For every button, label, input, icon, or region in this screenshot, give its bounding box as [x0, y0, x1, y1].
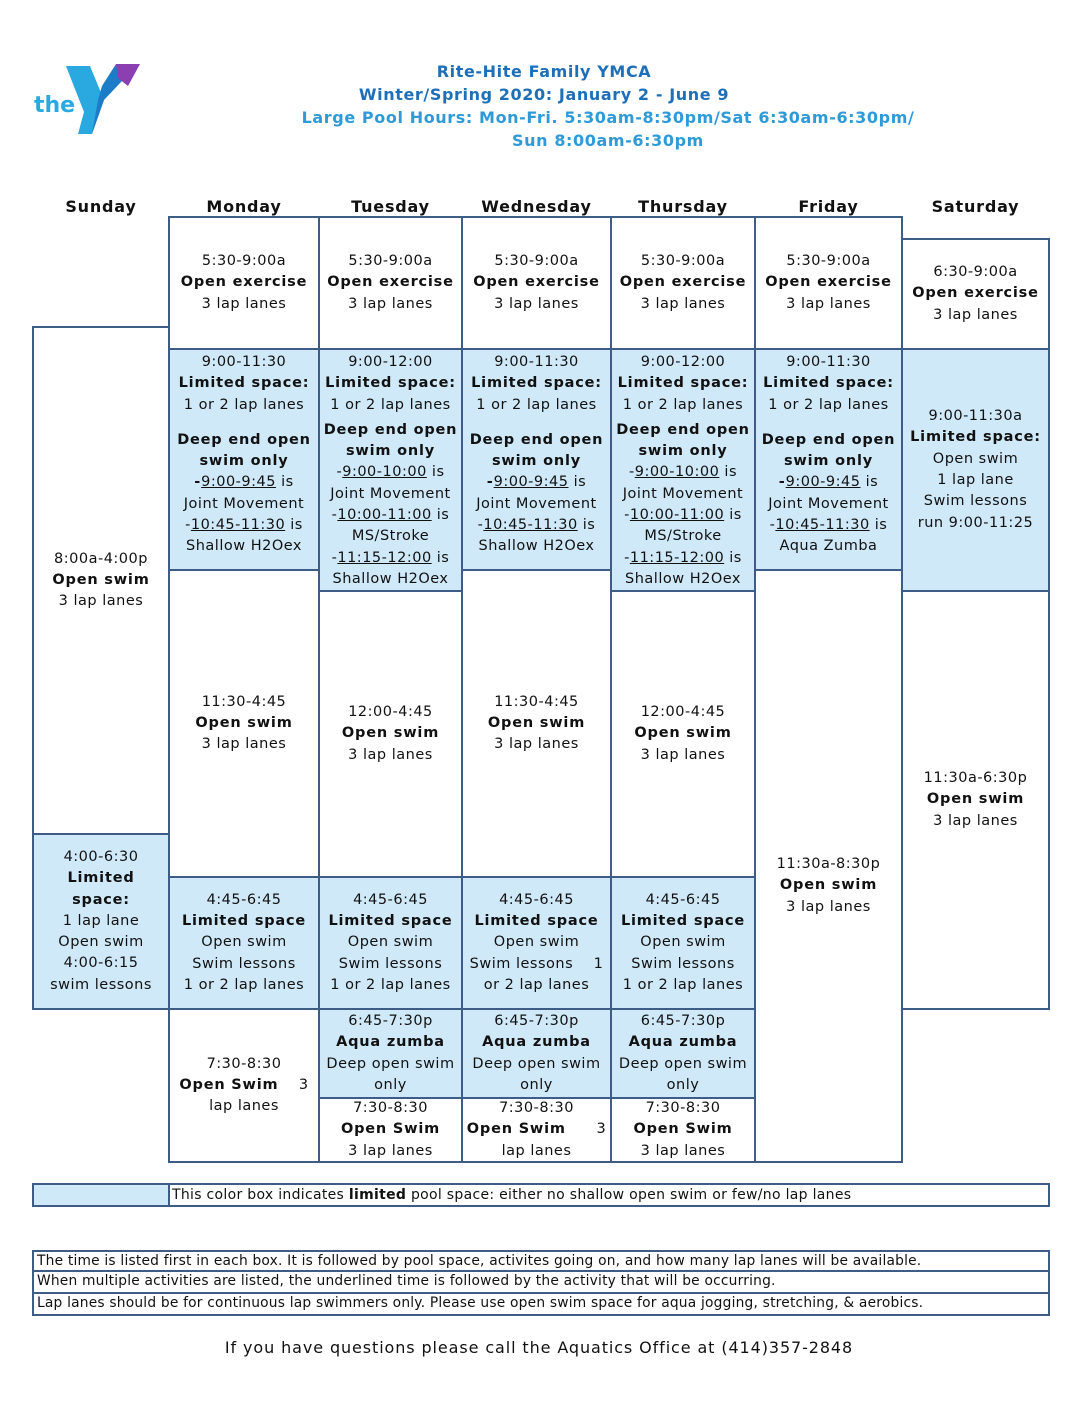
cell-activity: Open exercise — [327, 274, 454, 291]
cell-line: Open swim — [932, 450, 1019, 467]
cell-thursday-open-exercise — [610, 216, 756, 350]
cell-activity: Open swim — [779, 877, 878, 894]
cell-sub-activity: -10:45-11:30 is — [477, 517, 596, 534]
cell-activity: Open exercise — [473, 274, 600, 291]
cell-activity: Limited — [67, 870, 135, 887]
cell-time: 5:30-9:00a — [786, 253, 871, 270]
logo-subtext: YMCA — [97, 113, 111, 132]
note-underlined-time: When multiple activities are listed, the underlined time is followed by the activity that will be occurring. — [32, 1272, 1050, 1294]
note-lap-lanes: Lap lanes should be for continuous lap swimmers only. Please use open swim space for aqua jogging, stretching, & aerobics. — [32, 1294, 1050, 1316]
cell-line: swim lessons — [50, 976, 152, 993]
cell-lanes: 3 lap lanes — [786, 295, 871, 312]
cell-activity: Limited space — [181, 913, 307, 930]
cell-time: 7:30-8:30 — [645, 1100, 721, 1117]
cell-lanes: 3 lap lanes — [640, 1142, 726, 1159]
cell-activity: Aqua zumba — [336, 1034, 445, 1051]
cell-sub-activity-name: Shallow H2Oex — [186, 538, 302, 555]
cell-sub-activity-name: Joint Movement — [183, 495, 305, 512]
cell-line: 1 or 2 lap lanes — [622, 976, 744, 993]
cell-wednesday-open-swim — [461, 569, 612, 878]
cell-lanes: 3 lap lanes — [348, 1142, 433, 1159]
cell-tuesday-limited — [318, 348, 463, 592]
cell-time: 9:00-11:30 — [494, 354, 579, 370]
cell-line: only — [666, 1076, 700, 1093]
cell-lanes: 3 lap lanes — [58, 593, 144, 610]
cell-lanes: 3 lap lanes — [348, 746, 433, 763]
cell-activity: Limited space: — [325, 375, 456, 392]
cell-time: 9:00-11:30 — [786, 354, 871, 370]
day-thursday: Thursday — [638, 197, 728, 216]
cell-line: only — [374, 1076, 407, 1093]
cell-activity: Open swim — [634, 725, 732, 742]
header-season: Winter/Spring 2020: January 2 - June 9 — [358, 85, 730, 104]
cell-time: 6:45-7:30p — [348, 1012, 433, 1029]
cell-lanes: lap lanes — [501, 1142, 572, 1159]
cell-deep-end: Deep end open — [177, 431, 311, 448]
cell-activity: Open swim — [926, 791, 1025, 808]
cell-activity: Limited space: — [910, 429, 1041, 446]
cell-lanes: 1 or 2 lap lanes — [183, 396, 305, 413]
cell-sub-activity: -9:00-10:00 is — [336, 464, 445, 481]
cell-time: 11:30a-8:30p — [776, 856, 881, 873]
cell-tuesday-lessons — [318, 876, 463, 1010]
cell-wednesday-lessons — [461, 876, 612, 1010]
cell-activity: Limited space: — [178, 375, 310, 392]
cell-sub-activity-name: Joint Movement — [622, 485, 744, 502]
cell-lanes: 3 lap lanes — [201, 736, 287, 753]
cell-sub-activity-name: Joint Movement — [768, 495, 889, 512]
cell-thursday-aqua-zumba — [610, 1008, 756, 1099]
legend-color-swatch — [32, 1183, 170, 1207]
cell-line: only — [520, 1076, 553, 1093]
header-title: Rite-Hite Family YMCA — [436, 62, 652, 81]
cell-time: 9:00-11:30a — [928, 408, 1023, 425]
cell-wednesday-evening-swim — [461, 1097, 612, 1163]
cell-line: Swim lessons — [631, 955, 735, 972]
cell-lanes: 3 lap lanes — [640, 746, 726, 763]
cell-deep-end: Deep end open — [616, 421, 750, 438]
day-wednesday: Wednesday — [481, 197, 592, 216]
cell-sub-activity: -9:00-9:45 is — [194, 474, 294, 491]
cell-friday-open-exercise — [754, 216, 903, 350]
cell-time: 7:30-8:30 — [206, 1055, 282, 1072]
cell-time: 9:00-12:00 — [640, 354, 726, 370]
cell-activity: Limited space: — [617, 375, 749, 392]
cell-thursday-limited — [610, 348, 756, 592]
cell-thursday-open-swim — [610, 590, 756, 878]
cell-sub-activity-name: Shallow H2Oex — [478, 538, 595, 555]
cell-sub-activity-name: MS/Stroke — [351, 528, 430, 545]
cell-line: Deep open swim — [472, 1055, 601, 1072]
cell-sub-activity: -9:00-10:00 is — [628, 464, 738, 481]
cell-lanes: 3 lap lanes — [348, 295, 433, 312]
cell-deep-end-cont: swim only — [783, 453, 874, 470]
cell-time: 9:00-12:00 — [348, 354, 433, 370]
cell-monday-open-exercise — [168, 216, 320, 350]
cell-sub-activity: -11:15-12:00 is — [331, 549, 450, 566]
cell-sub-activity: -10:45-11:30 is — [769, 517, 888, 534]
cell-wednesday-open-exercise — [461, 216, 612, 350]
cell-time: 5:30-9:00a — [201, 253, 287, 270]
cell-deep-end-cont: swim only — [638, 443, 728, 460]
cell-deep-end-cont: swim only — [345, 443, 436, 460]
cell-line: Swim lessons — [338, 955, 443, 972]
cell-line: 1 lap lane — [62, 912, 140, 929]
cell-time: 4:00-6:30 — [63, 848, 139, 865]
cell-time: 6:45-7:30p — [640, 1012, 726, 1029]
logo-text: the — [34, 93, 76, 118]
cell-line: 1 lap lane — [937, 472, 1014, 488]
cell-time: 11:30-4:45 — [201, 693, 287, 710]
cell-line: 4:00-6:15 — [63, 955, 139, 972]
cell-line: run 9:00-11:25 — [917, 514, 1034, 531]
cell-time: 4:45-6:45 — [206, 891, 282, 908]
cell-activity: Limited space — [474, 913, 599, 930]
cell-time: 7:30-8:30 — [499, 1100, 574, 1117]
cell-tuesday-open-swim — [318, 590, 463, 878]
cell-activity: Open Swim 3 — [466, 1121, 607, 1138]
cell-sub-activity-name: Aqua Zumba — [779, 538, 878, 555]
cell-sub-activity-name: Shallow H2Oex — [332, 570, 449, 587]
header-hours-sunday: Sun 8:00am-6:30pm — [512, 131, 704, 150]
cell-lanes: 3 lap lanes — [933, 812, 1018, 829]
cell-time: 11:30-4:45 — [494, 693, 579, 710]
cell-activity: Open swim — [195, 714, 293, 731]
cell-lanes: 3 lap lanes — [933, 306, 1018, 323]
cell-sub-activity-name: MS/Stroke — [644, 528, 722, 545]
cell-line: Open swim — [58, 934, 144, 951]
cell-line: 1 or 2 lap lanes — [330, 976, 451, 993]
cell-sub-activity: -10:00-11:00 is — [624, 507, 742, 524]
cell-activity: Limited space — [328, 913, 453, 930]
cell-lanes: 1 or 2 lap lanes — [330, 396, 451, 413]
cell-lanes: 3 lap lanes — [494, 295, 579, 312]
cell-lanes: 1 or 2 lap lanes — [476, 396, 597, 413]
legend-text: This color box indicates limited pool space: either no shallow open swim or few/no lap lanes — [168, 1183, 1050, 1207]
day-monday: Monday — [206, 197, 282, 216]
cell-line: Swim lessons 1 — [469, 955, 604, 972]
cell-line: Open swim — [640, 934, 726, 951]
cell-time: 12:00-4:45 — [640, 704, 726, 721]
cell-saturday-open-swim — [901, 590, 1050, 1010]
cell-thursday-evening-swim — [610, 1097, 756, 1163]
cell-activity: Aqua zumba — [628, 1034, 738, 1051]
cell-activity: Open Swim — [633, 1121, 733, 1138]
cell-line: Deep open swim — [618, 1055, 748, 1072]
cell-time: 5:30-9:00a — [640, 253, 726, 270]
cell-activity: Open exercise — [765, 274, 892, 291]
cell-time: 4:45-6:45 — [645, 891, 721, 908]
cell-lanes: 1 or 2 lap lanes — [622, 396, 744, 413]
cell-activity: Limited space: — [471, 375, 602, 392]
cell-sub-activity-name: Shallow H2Oex — [625, 570, 741, 587]
cell-line: 1 or 2 lap lanes — [183, 976, 305, 993]
day-saturday: Saturday — [931, 197, 1020, 216]
day-tuesday: Tuesday — [351, 197, 430, 216]
cell-activity: Open Swim 3 — [179, 1076, 309, 1093]
cell-time: 9:00-11:30 — [201, 354, 287, 370]
cell-sub-activity-name: Joint Movement — [476, 495, 597, 512]
cell-lanes: 3 lap lanes — [201, 295, 287, 312]
cell-line: Swim lessons — [923, 493, 1028, 510]
cell-line: Open swim — [493, 934, 580, 951]
cell-line: or 2 lap lanes — [483, 976, 590, 993]
cell-time: 4:45-6:45 — [353, 891, 428, 908]
cell-activity: Open swim — [341, 725, 440, 742]
cell-thursday-lessons — [610, 876, 756, 1010]
cell-sub-activity-name: Joint Movement — [330, 485, 451, 502]
day-friday: Friday — [798, 197, 859, 216]
cell-lanes: 3 lap lanes — [786, 898, 871, 915]
cell-activity: Limited space — [620, 913, 746, 930]
cell-time: 6:45-7:30p — [494, 1012, 579, 1029]
cell-sunday-open-swim — [32, 326, 170, 835]
cell-deep-end: Deep end open — [469, 431, 604, 448]
cell-sub-activity: -11:15-12:00 is — [624, 549, 742, 566]
cell-activity: Open exercise — [180, 274, 308, 291]
cell-lanes: lap lanes — [209, 1098, 279, 1115]
cell-monday-lessons — [168, 876, 320, 1010]
cell-line: Open swim — [201, 934, 287, 951]
cell-time: 6:30-9:00a — [933, 264, 1018, 281]
cell-activity: Open exercise — [619, 274, 747, 291]
cell-activity: Aqua zumba — [482, 1034, 591, 1051]
cell-deep-end-cont: swim only — [491, 453, 582, 470]
cell-deep-end: Deep end open — [761, 431, 896, 448]
cell-time: 8:00a-4:00p — [54, 550, 148, 567]
cell-line: Open swim — [347, 934, 434, 951]
cell-deep-end-cont: swim only — [199, 453, 289, 470]
cell-wednesday-limited — [461, 348, 612, 571]
cell-activity-cont: space: — [72, 891, 130, 908]
cell-friday-open-swim — [754, 569, 903, 1163]
cell-saturday-limited — [901, 348, 1050, 592]
cell-line: Deep open swim — [326, 1055, 455, 1072]
cell-activity: Open Swim — [340, 1121, 441, 1138]
cell-time: 7:30-8:30 — [353, 1100, 428, 1117]
cell-activity: Open swim — [52, 571, 150, 588]
cell-sunday-limited — [32, 833, 170, 1010]
cell-wednesday-aqua-zumba — [461, 1008, 612, 1099]
cell-activity: Open swim — [487, 714, 586, 731]
cell-time: 12:00-4:45 — [348, 704, 433, 721]
cell-time: 5:30-9:00a — [348, 253, 433, 270]
cell-sub-activity: -9:00-9:45 is — [486, 474, 587, 491]
cell-friday-limited — [754, 348, 903, 571]
cell-saturday-open-exercise — [901, 238, 1050, 350]
cell-activity: Open exercise — [912, 285, 1039, 302]
note-time-listed: The time is listed first in each box. It is followed by pool space, activites going on, and how many lap lanes will be available. — [32, 1250, 1050, 1272]
cell-activity: Limited space: — [763, 375, 894, 392]
header-hours-weekday: Large Pool Hours: Mon-Fri. 5:30am-8:30pm/Sat 6:30am-6:30pm/ — [301, 108, 915, 127]
footer-contact: If you have questions please call the Aquatics Office at (414)357-2848 — [224, 1338, 854, 1357]
cell-sub-activity: -10:00-11:00 is — [331, 507, 450, 524]
cell-monday-limited — [168, 348, 320, 571]
cell-lanes: 3 lap lanes — [640, 295, 726, 312]
cell-sub-activity: -9:00-9:45 is — [778, 474, 879, 491]
cell-deep-end: Deep end open — [323, 421, 458, 438]
cell-lanes: 3 lap lanes — [494, 736, 579, 753]
cell-time: 4:45-6:45 — [499, 891, 574, 908]
cell-lanes: 1 or 2 lap lanes — [768, 396, 889, 413]
cell-time: 5:30-9:00a — [494, 253, 579, 270]
cell-tuesday-aqua-zumba — [318, 1008, 463, 1099]
day-sunday: Sunday — [65, 197, 137, 216]
cell-time: 11:30a-6:30p — [923, 770, 1028, 787]
cell-monday-open-swim — [168, 569, 320, 878]
cell-monday-evening-swim — [168, 1008, 320, 1163]
cell-tuesday-open-exercise — [318, 216, 463, 350]
cell-line: Swim lessons — [192, 955, 296, 972]
cell-tuesday-evening-swim — [318, 1097, 463, 1163]
cell-sub-activity: -10:45-11:30 is — [185, 517, 303, 534]
